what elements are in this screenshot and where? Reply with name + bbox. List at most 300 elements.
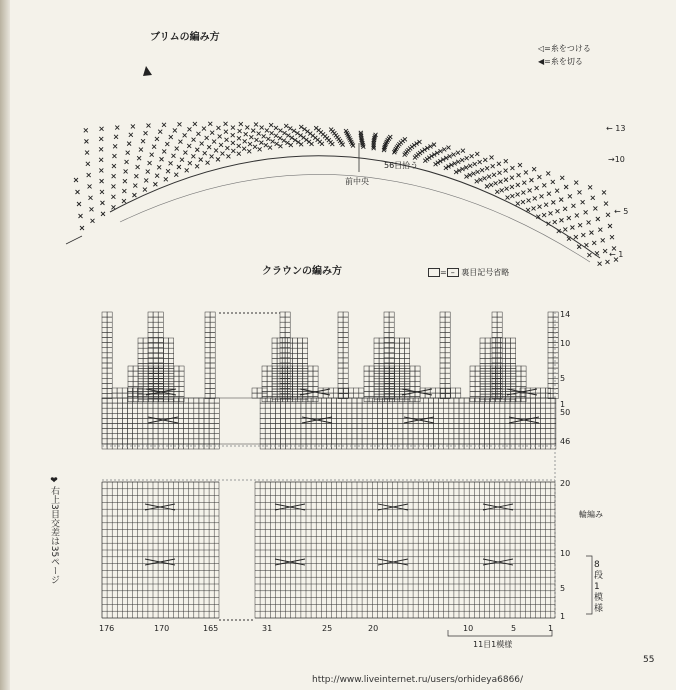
grid-cell [521, 381, 526, 386]
row-repeat-label: 8段1模様 [594, 560, 604, 614]
grid-cell [372, 398, 377, 403]
grid-cell [296, 418, 301, 423]
grid-cell [408, 434, 413, 439]
grid-cell [515, 408, 520, 413]
grid-cell [362, 408, 367, 413]
grid-cell [343, 338, 348, 343]
grid-cell [393, 413, 398, 418]
grid-cell [388, 429, 393, 434]
lower-row-20: 20 [560, 479, 571, 488]
grid-cell [495, 348, 500, 353]
grid-cell [184, 429, 189, 434]
grid-cell [415, 381, 420, 386]
grid-cell [548, 322, 553, 327]
grid-cell [285, 358, 290, 363]
grid-cell [117, 393, 122, 398]
grid-cell [428, 403, 433, 408]
grid-cell [338, 378, 343, 383]
grid-cell [479, 413, 484, 418]
grid-cell [133, 439, 138, 444]
grid-cell [143, 398, 148, 403]
grid-cell [521, 366, 526, 371]
grid-cell [464, 408, 469, 413]
grid-cell [357, 413, 362, 418]
grid-cell [454, 403, 459, 408]
grid-cell [440, 338, 445, 343]
grid-cell [454, 439, 459, 444]
grid-cell [158, 358, 163, 363]
grid-cell [454, 408, 459, 413]
grid-cell [398, 398, 403, 403]
grid-cell [440, 383, 445, 388]
grid-cell [506, 353, 511, 358]
grid-cell [492, 389, 497, 394]
grid-cell [374, 348, 379, 353]
grid-cell [398, 424, 403, 429]
grid-cell [384, 358, 389, 363]
grid-cell [332, 424, 337, 429]
grid-cell [148, 408, 153, 413]
grid-cell [369, 392, 374, 397]
grid-cell [128, 376, 133, 381]
grid-cell [337, 429, 342, 434]
grid-cell [291, 403, 296, 408]
filled-triangle-icon: ◀ [538, 57, 545, 66]
grid-cell [394, 358, 399, 363]
grid-cell [313, 366, 318, 371]
grid-cell [280, 332, 285, 337]
grid-cell [316, 408, 321, 413]
grid-cell [377, 398, 382, 403]
grid-cell [357, 439, 362, 444]
grid-cell [270, 398, 275, 403]
row-repeat-bracket [586, 556, 592, 614]
grid-cell [148, 358, 153, 363]
grid-cell [102, 348, 107, 353]
grid-cell [210, 373, 215, 378]
grid-cell [138, 358, 143, 363]
grid-cell [102, 332, 107, 337]
grid-cell [199, 403, 204, 408]
grid-cell [189, 429, 194, 434]
grid-cell [410, 366, 415, 371]
grid-cell [148, 312, 153, 317]
grid-cell [546, 424, 551, 429]
grid-cell [357, 398, 362, 403]
grid-cell [194, 429, 199, 434]
grid-cell [153, 343, 158, 348]
grid-cell [169, 338, 174, 343]
grid-cell [122, 388, 127, 393]
grid-cell [163, 413, 168, 418]
grid-cell [485, 408, 490, 413]
grid-cell [445, 327, 450, 332]
grid-cell [173, 439, 178, 444]
grid-cell [352, 398, 357, 403]
crown-lower-grid [102, 482, 555, 618]
grid-cell [362, 439, 367, 444]
grid-cell [475, 392, 480, 397]
grid-cell [117, 413, 122, 418]
grid-cell [275, 429, 280, 434]
grid-cell [313, 381, 318, 386]
grid-cell [445, 358, 450, 363]
grid-cell [164, 358, 169, 363]
grid-cell [128, 408, 133, 413]
grid-cell [525, 403, 530, 408]
grid-cell [332, 439, 337, 444]
grid-cell [338, 388, 343, 393]
grid-cell [449, 429, 454, 434]
grid-cell [122, 424, 127, 429]
grid-cell [408, 408, 413, 413]
grid-cell [434, 418, 439, 423]
grid-cell [495, 413, 500, 418]
grid-cell [153, 348, 158, 353]
grid-cell [298, 348, 303, 353]
grid-cell [492, 373, 497, 378]
grid-cell [515, 413, 520, 418]
grid-cell [204, 413, 209, 418]
grid-cell [280, 353, 285, 358]
grid-cell [342, 434, 347, 439]
grid-cell [500, 358, 505, 363]
grid-cell [520, 434, 525, 439]
grid-cell [510, 429, 515, 434]
grid-cell [338, 322, 343, 327]
grid-cell [148, 378, 153, 383]
grid-cell [296, 398, 301, 403]
grid-cell [338, 338, 343, 343]
grid-cell [497, 343, 502, 348]
lower-row-5: 5 [560, 584, 566, 593]
grid-cell [321, 429, 326, 434]
grid-cell [303, 343, 308, 348]
grid-cell [367, 403, 372, 408]
grid-cell [444, 413, 449, 418]
grid-cell [342, 403, 347, 408]
grid-cell [337, 408, 342, 413]
grid-cell [492, 312, 497, 317]
grid-cell [530, 439, 535, 444]
grid-cell [444, 439, 449, 444]
grid-cell [262, 366, 267, 371]
grid-cell [210, 358, 215, 363]
grid-cell [352, 429, 357, 434]
grid-cell [469, 413, 474, 418]
grid-cell [445, 383, 450, 388]
grid-cell [398, 413, 403, 418]
grid-cell [444, 408, 449, 413]
grid-cell [497, 353, 502, 358]
grid-cell [286, 413, 291, 418]
grid-cell [492, 363, 497, 368]
grid-cell [413, 434, 418, 439]
grid-cell [490, 338, 495, 343]
grid-cell [451, 393, 456, 398]
grid-cell [260, 434, 265, 439]
grid-cell [173, 403, 178, 408]
grid-cell [344, 388, 349, 393]
grid-cell [480, 343, 485, 348]
grid-cell [445, 317, 450, 322]
grid-cell [389, 358, 394, 363]
grid-cell [536, 434, 541, 439]
grid-cell [445, 368, 450, 373]
grid-cell [377, 403, 382, 408]
grid-cell [204, 408, 209, 413]
grid-cell [367, 439, 372, 444]
grid-cell [102, 322, 107, 327]
grid-cell [548, 363, 553, 368]
grid-cell [511, 343, 516, 348]
grid-cell [143, 439, 148, 444]
grid-cell [291, 429, 296, 434]
grid-cell [326, 434, 331, 439]
grid-cell [194, 434, 199, 439]
grid-cell [189, 413, 194, 418]
grid-cell [546, 434, 551, 439]
grid-cell [158, 434, 163, 439]
grid-cell [138, 343, 143, 348]
grid-cell [107, 312, 112, 317]
grid-cell [184, 434, 189, 439]
grid-cell [285, 317, 290, 322]
grid-cell [286, 434, 291, 439]
grid-cell [349, 388, 354, 393]
grid-cell [415, 397, 420, 402]
cable-cross-mark [302, 417, 332, 423]
brim-row-13: ← 13 [606, 124, 626, 133]
grid-cell [277, 343, 282, 348]
grid-cell [102, 378, 107, 383]
grid-cell [413, 403, 418, 408]
grid-cell [389, 373, 394, 378]
grid-cell [107, 378, 112, 383]
grid-cell [364, 376, 369, 381]
grid-cell [189, 424, 194, 429]
grid-cell [546, 439, 551, 444]
grid-cell [540, 393, 545, 398]
grid-cell [440, 322, 445, 327]
grid-cell [148, 343, 153, 348]
grid-cell [306, 408, 311, 413]
grid-cell [148, 368, 153, 373]
grid-cell [260, 439, 265, 444]
grid-cell [153, 312, 158, 317]
grid-cell [168, 424, 173, 429]
grid-cell [301, 424, 306, 429]
grid-cell [553, 348, 558, 353]
grid-cell [418, 408, 423, 413]
grid-cell [107, 383, 112, 388]
grid-cell [169, 343, 174, 348]
grid-cell [308, 397, 313, 402]
grid-cell [199, 434, 204, 439]
grid-cell [148, 317, 153, 322]
grid-cell [107, 424, 112, 429]
grid-cell [287, 343, 292, 348]
grid-cell [546, 413, 551, 418]
grid-cell [434, 439, 439, 444]
grid-cell [148, 348, 153, 353]
grid-cell [303, 338, 308, 343]
grid-cell [553, 327, 558, 332]
grid-cell [326, 408, 331, 413]
grid-cell [343, 373, 348, 378]
grid-cell [367, 429, 372, 434]
grid-cell [158, 332, 163, 337]
grid-cell [516, 381, 521, 386]
grid-cell [444, 429, 449, 434]
grid-cell [440, 388, 445, 393]
grid-cell [163, 398, 168, 403]
grid-cell [398, 439, 403, 444]
grid-cell [423, 424, 428, 429]
grid-cell [470, 376, 475, 381]
grid-cell [374, 358, 379, 363]
grid-cell [372, 408, 377, 413]
grid-cell [179, 376, 184, 381]
col-20: 20 [368, 624, 379, 633]
grid-cell [291, 408, 296, 413]
grid-cell [398, 408, 403, 413]
grid-cell [286, 424, 291, 429]
brim-row-1: ← 1 [609, 250, 624, 259]
grid-cell [122, 403, 127, 408]
grid-cell [490, 434, 495, 439]
grid-cell [153, 317, 158, 322]
grid-cell [122, 434, 127, 439]
grid-cell [398, 434, 403, 439]
grid-cell [497, 327, 502, 332]
grid-cell [553, 338, 558, 343]
grid-cell [389, 353, 394, 358]
grid-cell [158, 358, 163, 363]
grid-cell [184, 408, 189, 413]
grid-cell [459, 429, 464, 434]
grid-cell [413, 413, 418, 418]
grid-cell [470, 366, 475, 371]
purl-square-icon: – [447, 268, 459, 277]
grid-cell [445, 363, 450, 368]
grid-cell [138, 424, 143, 429]
grid-cell [205, 348, 210, 353]
grid-cell [164, 338, 169, 343]
grid-cell [389, 353, 394, 358]
grid-cell [398, 429, 403, 434]
grid-cell [535, 393, 540, 398]
col-31: 31 [262, 624, 273, 633]
grid-cell [343, 332, 348, 337]
grid-cell [343, 378, 348, 383]
grid-cell [475, 366, 480, 371]
grid-cell [342, 408, 347, 413]
grid-cell [280, 348, 285, 353]
grid-cell [285, 327, 290, 332]
grid-cell [102, 338, 107, 343]
grid-cell [449, 439, 454, 444]
grid-cell [511, 353, 516, 358]
grid-cell [138, 434, 143, 439]
grid-cell [541, 403, 546, 408]
grid-cell [133, 371, 138, 376]
grid-cell [343, 353, 348, 358]
grid-cell [174, 376, 179, 381]
grid-cell [102, 424, 107, 429]
grid-cell [445, 338, 450, 343]
grid-cell [298, 338, 303, 343]
grid-cell [107, 434, 112, 439]
grid-cell [281, 403, 286, 408]
grid-cell [214, 418, 219, 423]
grid-cell [112, 388, 117, 393]
grid-cell [260, 413, 265, 418]
grid-cell [445, 332, 450, 337]
grid-cell [158, 368, 163, 373]
grid-cell [479, 403, 484, 408]
grid-cell [490, 403, 495, 408]
grid-cell [112, 398, 117, 403]
grid-cell [257, 388, 262, 393]
grid-cell [138, 418, 143, 423]
grid-cell [333, 388, 338, 393]
grid-cell [388, 434, 393, 439]
grid-cell [102, 317, 107, 322]
grid-cell [548, 332, 553, 337]
grid-cell [128, 418, 133, 423]
grid-cell [469, 408, 474, 413]
grid-cell [277, 348, 282, 353]
grid-cell [445, 378, 450, 383]
grid-cell [267, 366, 272, 371]
grid-cell [184, 403, 189, 408]
grid-cell [338, 353, 343, 358]
grid-cell [500, 434, 505, 439]
grid-cell [449, 424, 454, 429]
grid-cell [384, 322, 389, 327]
grid-cell [280, 327, 285, 332]
grid-cell [107, 429, 112, 434]
grid-cell [497, 338, 502, 343]
grid-cell [548, 348, 553, 353]
grid-cell [209, 439, 214, 444]
grid-cell [384, 353, 389, 358]
grid-cell [428, 398, 433, 403]
grid-cell [500, 338, 505, 343]
grid-cell [179, 403, 184, 408]
grid-cell [500, 343, 505, 348]
grid-cell [214, 413, 219, 418]
col-176: 176 [99, 624, 115, 633]
grid-cell [389, 348, 394, 353]
grid-cell [179, 398, 184, 403]
grid-cell [479, 424, 484, 429]
grid-cell [377, 424, 382, 429]
grid-cell [343, 348, 348, 353]
grid-cell [459, 398, 464, 403]
grid-cell [490, 439, 495, 444]
grid-cell [530, 424, 535, 429]
grid-cell [265, 429, 270, 434]
grid-cell [179, 386, 184, 391]
grid-cell [298, 358, 303, 363]
grid-cell [287, 348, 292, 353]
grid-cell [280, 317, 285, 322]
grid-cell [510, 439, 515, 444]
grid-cell [189, 434, 194, 439]
grid-cell [440, 368, 445, 373]
